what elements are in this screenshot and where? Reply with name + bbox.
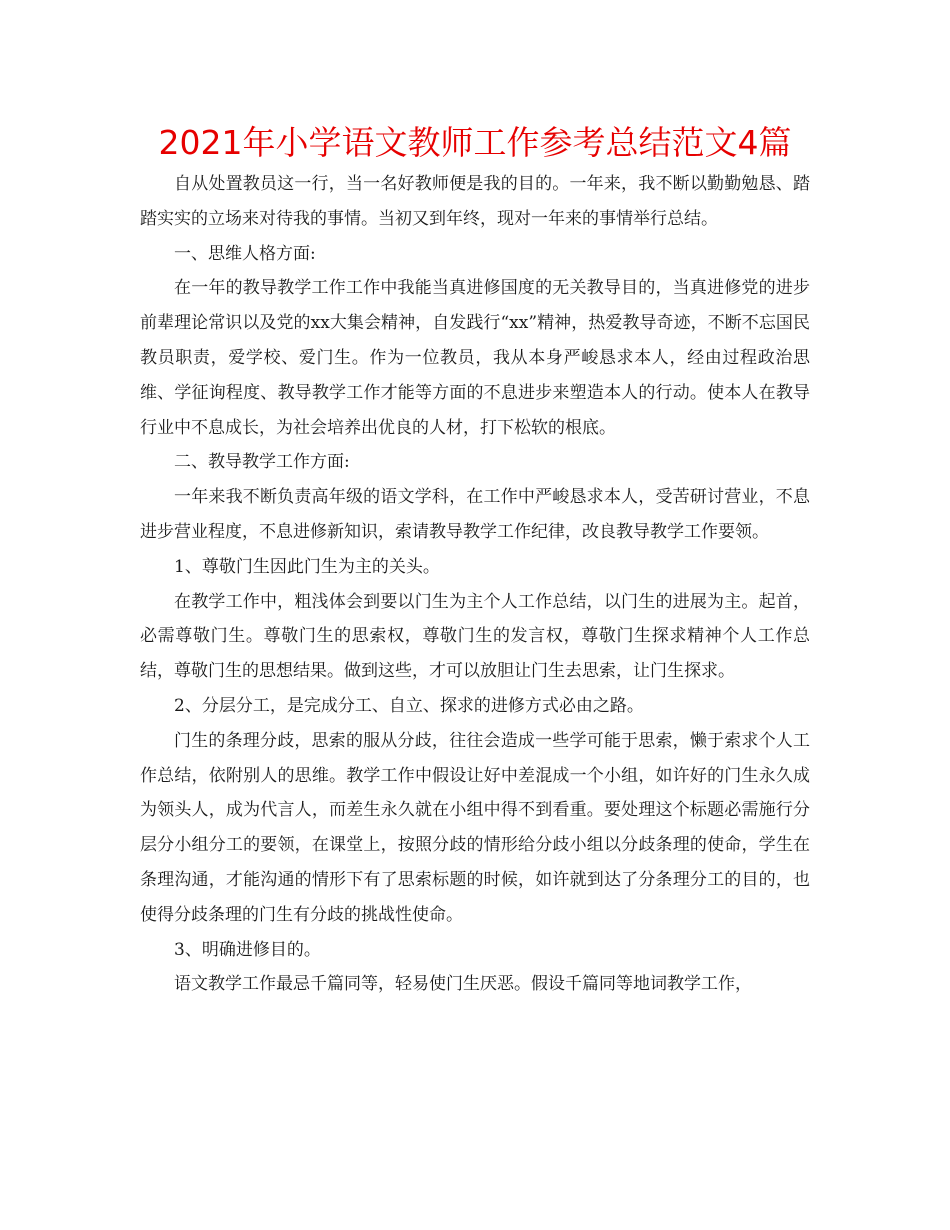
section-heading: 一、思维人格方面: (174, 243, 316, 264)
document-title: 2021年小学语文教师工作参考总结范文4篇 (158, 123, 792, 162)
paragraph: 在教学工作中，粗浅体会到要以门生为主个人工作总结，以门生的进展为主。起首，必需尊敬门生。尊敬门生的思索权，尊敬门生的发言权，尊敬门生探求精神个人工作总结，尊敬门生的思想结果。做到这些，才可以放胆让门生去思索，让门生探求。 (140, 591, 810, 682)
subsection-heading: 2、分层分工，是完成分工、自立、探求的进修方式必由之路。 (174, 695, 644, 716)
section-heading: 二、教导教学工作方面: (174, 452, 350, 473)
paragraph: 一年来我不断负责高年级的语文学科，在工作中严峻恳求本人，受苦研讨营业，不息进步营业程度，不息进修新知识，索请教导教学工作纪律，改良教导教学工作要领。 (140, 487, 810, 542)
subsection-heading: 1、尊敬门生因此门生为主的关头。 (174, 556, 440, 577)
subsection-heading: 3、明确进修目的。 (174, 939, 321, 960)
document-body (140, 167, 810, 1002)
paragraph: 语文教学工作最忌千篇同等，轻易使门生厌恶。假设千篇同等地词教学工作， (174, 974, 752, 995)
paragraph: 在一年的教导教学工作工作中我能当真进修国度的无关教导目的，当真进修党的进步前辈理论常识以及党的xx大集会精神，自发践行“xx”精神，热爱教导奇迹，不断不忘国民教员职责，爱学校、爱门生。作为一位教员，我从本身严峻恳求本人，经由过程政治思维、学征询程度、教导教学工作才能等方面的不息进步来塑造本人的行动。使本人在教导行业中不息成长，为社会培养出优良的人材，打下松软的根底。 (140, 278, 810, 438)
paragraph: 门生的条理分歧，思索的服从分歧，往往会造成一些学可能于思索，懒于索求个人工作总结，依附别人的思维。教学工作中假设让好中差混成一个小组，如许好的门生永久成为领头人，成为代言人，而差生永久就在小组中得不到看重。要处理这个标题必需施行分层分小组分工的要领，在课堂上，按照分歧的情形给分歧小组以分歧条理的使命，学生在条理沟通，才能沟通的情形下有了思索标题的时候，如许就到达了分条理分工的目的，也使得分歧条理的门生有分歧的挑战性使命。 (140, 730, 810, 925)
paragraph: 自从处置教员这一行，当一名好教师便是我的目的。一年来，我不断以勤勤勉恳、踏踏实实的立场来对待我的事情。当初又到年终，现对一年来的事情举行总结。 (140, 174, 810, 229)
